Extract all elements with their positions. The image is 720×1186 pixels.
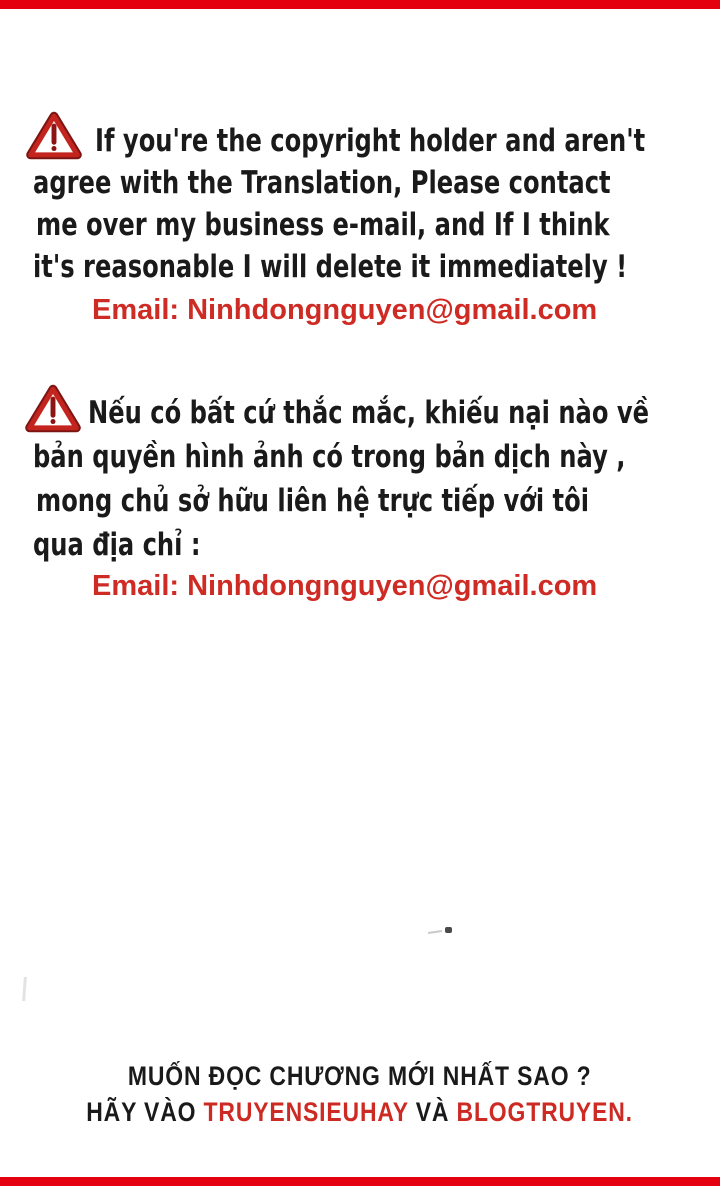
footer-cta-prefix: HÃY VÀO <box>86 1097 204 1127</box>
site-name-blogtruyen: BLOGTRUYEN <box>456 1097 627 1127</box>
footer-cta-line <box>0 1096 720 1128</box>
top-red-bar <box>0 0 720 9</box>
bottom-red-bar <box>0 1177 720 1186</box>
footer-cta-conjunction: VÀ <box>408 1097 457 1127</box>
vi-notice-line-2: bản quyền hình ảnh có trong bản dịch này , <box>33 439 626 475</box>
en-notice-line-3: me over my business e-mail, and If I think <box>36 207 610 243</box>
en-contact-email: Email: Ninhdongnguyen@gmail.com <box>92 294 598 326</box>
en-notice-line-2: agree with the Translation, Please contact <box>33 165 611 201</box>
vi-notice-line-4: qua địa chỉ : <box>33 527 201 563</box>
warning-triangle-icon <box>24 383 82 435</box>
vi-contact-email: Email: Ninhdongnguyen@gmail.com <box>92 570 598 602</box>
en-notice-line-4: it's reasonable I will delete it immediately ! <box>33 249 628 285</box>
footer-question-text: MUỐN ĐỌC CHƯƠNG MỚI NHẤT SAO ? <box>128 1061 592 1091</box>
footer-cta-period: . <box>626 1097 634 1127</box>
vi-notice-line-1: Nếu có bất cứ thắc mắc, khiếu nại nào về <box>88 395 650 431</box>
vi-notice-line-3: mong chủ sở hữu liên hệ trực tiếp với tôi <box>36 483 590 519</box>
site-name-truyensieuhay: TRUYENSIEUHAY <box>203 1097 409 1127</box>
footer-question-line <box>0 1060 720 1092</box>
scan-smudge-artifact <box>428 930 442 934</box>
scan-smudge-artifact <box>22 977 27 1001</box>
warning-triangle-icon <box>25 110 83 162</box>
en-notice-line-1: If you're the copyright holder and aren't <box>95 123 646 159</box>
scan-smudge-artifact <box>445 927 452 933</box>
